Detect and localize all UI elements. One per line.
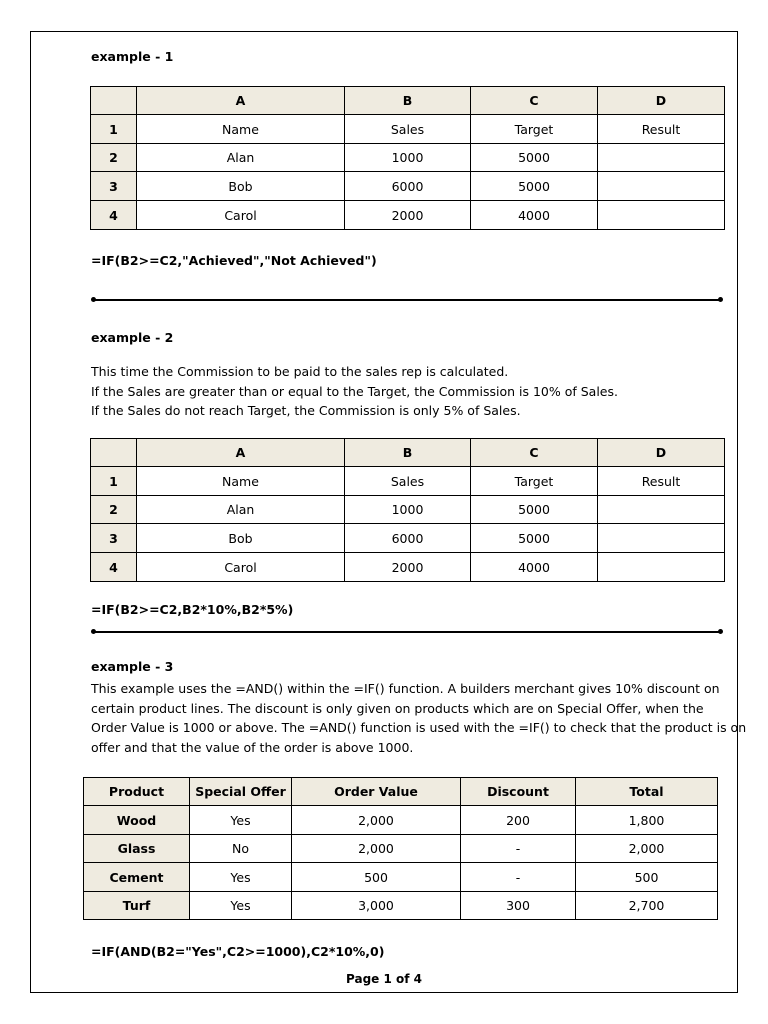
- divider-end-dot: [718, 629, 723, 634]
- column-header: B: [345, 439, 471, 467]
- table-cell: 1,800: [576, 806, 718, 835]
- table-row: [84, 892, 718, 920]
- table-row: [91, 172, 725, 201]
- table-cell: Yes: [190, 892, 292, 920]
- table-cell: 2000: [345, 201, 471, 230]
- table-cell: 6000: [345, 524, 471, 553]
- table-cell: [598, 172, 725, 201]
- row-header: 2: [91, 496, 137, 524]
- table-cell: [598, 524, 725, 553]
- example-1-table: [90, 86, 725, 230]
- table-cell: 1000: [345, 496, 471, 524]
- row-header: Wood: [84, 806, 190, 835]
- example-1-heading: example - 1: [91, 49, 174, 64]
- table-row: [84, 863, 718, 892]
- description-line: This example uses the =AND() within the =IF() function. A builders merchant gives 10% discount on: [91, 681, 720, 696]
- example-2-formula: =IF(B2>=C2,B2*10%,B2*5%): [91, 602, 294, 617]
- corner-cell: [91, 87, 137, 115]
- table-cell: 1000: [345, 144, 471, 172]
- table-cell: 2,000: [292, 835, 461, 863]
- column-header: Special Offer: [190, 778, 292, 806]
- column-header: A: [137, 439, 345, 467]
- row-header: Cement: [84, 863, 190, 892]
- column-header: B: [345, 87, 471, 115]
- table-cell: -: [461, 863, 576, 892]
- column-header-row: [84, 778, 718, 806]
- table-cell: -: [461, 835, 576, 863]
- row-header: Glass: [84, 835, 190, 863]
- table-cell: Carol: [137, 553, 345, 582]
- column-header: Order Value: [292, 778, 461, 806]
- table-cell: 2,700: [576, 892, 718, 920]
- description-line: Order Value is 1000 or above. The =AND() function is used with the =IF() to check that the product is on: [91, 720, 747, 735]
- description-line: offer and that the value of the order is above 1000.: [91, 739, 414, 755]
- column-header: A: [137, 87, 345, 115]
- example-2-description: [91, 362, 618, 421]
- column-header-row: [91, 439, 725, 467]
- table-cell: Bob: [137, 524, 345, 553]
- description-line: certain product lines. The discount is only given on products which are on Special Offer, when the: [91, 700, 704, 716]
- table-row: [91, 144, 725, 172]
- table-cell: Yes: [190, 806, 292, 835]
- table-cell: Result: [598, 467, 725, 496]
- row-header: 4: [91, 201, 137, 230]
- row-header: 4: [91, 553, 137, 582]
- table-cell: 4000: [471, 201, 598, 230]
- table-cell: 5000: [471, 172, 598, 201]
- table-row: [84, 806, 718, 835]
- column-header: D: [598, 439, 725, 467]
- corner-cell: [91, 439, 137, 467]
- table-cell: 4000: [471, 553, 598, 582]
- section-divider: [93, 631, 720, 633]
- table-cell: 300: [461, 892, 576, 920]
- example-3-table: [83, 777, 718, 920]
- table-cell: Alan: [137, 144, 345, 172]
- section-divider: [93, 299, 720, 301]
- table-row: [91, 524, 725, 553]
- table-cell: Alan: [137, 496, 345, 524]
- table-cell: 2,000: [292, 806, 461, 835]
- example-3-description: [91, 679, 746, 757]
- row-header: 2: [91, 144, 137, 172]
- table-cell: 3,000: [292, 892, 461, 920]
- table-cell: Name: [137, 115, 345, 144]
- example-3-heading: example - 3: [91, 659, 174, 674]
- row-header: 3: [91, 524, 137, 553]
- table-cell: 5000: [471, 524, 598, 553]
- table-cell: 6000: [345, 172, 471, 201]
- page-number: Page 1 of 4: [346, 972, 422, 986]
- table-cell: 500: [576, 863, 718, 892]
- table-cell: Name: [137, 467, 345, 496]
- table-row: [91, 201, 725, 230]
- example-2-heading: example - 2: [91, 330, 174, 345]
- table-cell: 200: [461, 806, 576, 835]
- column-header-row: [91, 87, 725, 115]
- table-row: [84, 835, 718, 863]
- table-cell: Carol: [137, 201, 345, 230]
- divider-end-dot: [718, 297, 723, 302]
- table-cell: [598, 496, 725, 524]
- table-cell: [598, 201, 725, 230]
- column-header: Discount: [461, 778, 576, 806]
- table-cell: Sales: [345, 115, 471, 144]
- table-cell: 2,000: [576, 835, 718, 863]
- row-header: Turf: [84, 892, 190, 920]
- table-cell: No: [190, 835, 292, 863]
- table-cell: [598, 144, 725, 172]
- example-2-table: [90, 438, 725, 582]
- table-cell: 500: [292, 863, 461, 892]
- table-cell: Target: [471, 467, 598, 496]
- description-line: If the Sales are greater than or equal to the Target, the Commission is 10% of Sales.: [91, 383, 618, 399]
- table-cell: Target: [471, 115, 598, 144]
- table-cell: Bob: [137, 172, 345, 201]
- row-header: 3: [91, 172, 137, 201]
- table-row: [91, 115, 725, 144]
- table-cell: Sales: [345, 467, 471, 496]
- table-row: [91, 553, 725, 582]
- example-1-formula: =IF(B2>=C2,"Achieved","Not Achieved"): [91, 253, 377, 268]
- description-line: This time the Commission to be paid to the sales rep is calculated.: [91, 364, 509, 379]
- table-row: [91, 496, 725, 524]
- row-header: 1: [91, 467, 137, 496]
- row-header: 1: [91, 115, 137, 144]
- column-header: Product: [84, 778, 190, 806]
- example-3-formula: =IF(AND(B2="Yes",C2>=1000),C2*10%,0): [91, 944, 385, 959]
- table-cell: Result: [598, 115, 725, 144]
- description-line: If the Sales do not reach Target, the Commission is only 5% of Sales.: [91, 403, 521, 418]
- table-cell: 2000: [345, 553, 471, 582]
- column-header: Total: [576, 778, 718, 806]
- table-cell: [598, 553, 725, 582]
- table-cell: 5000: [471, 496, 598, 524]
- table-cell: Yes: [190, 863, 292, 892]
- column-header: C: [471, 87, 598, 115]
- table-cell: 5000: [471, 144, 598, 172]
- table-row: [91, 467, 725, 496]
- column-header: C: [471, 439, 598, 467]
- column-header: D: [598, 87, 725, 115]
